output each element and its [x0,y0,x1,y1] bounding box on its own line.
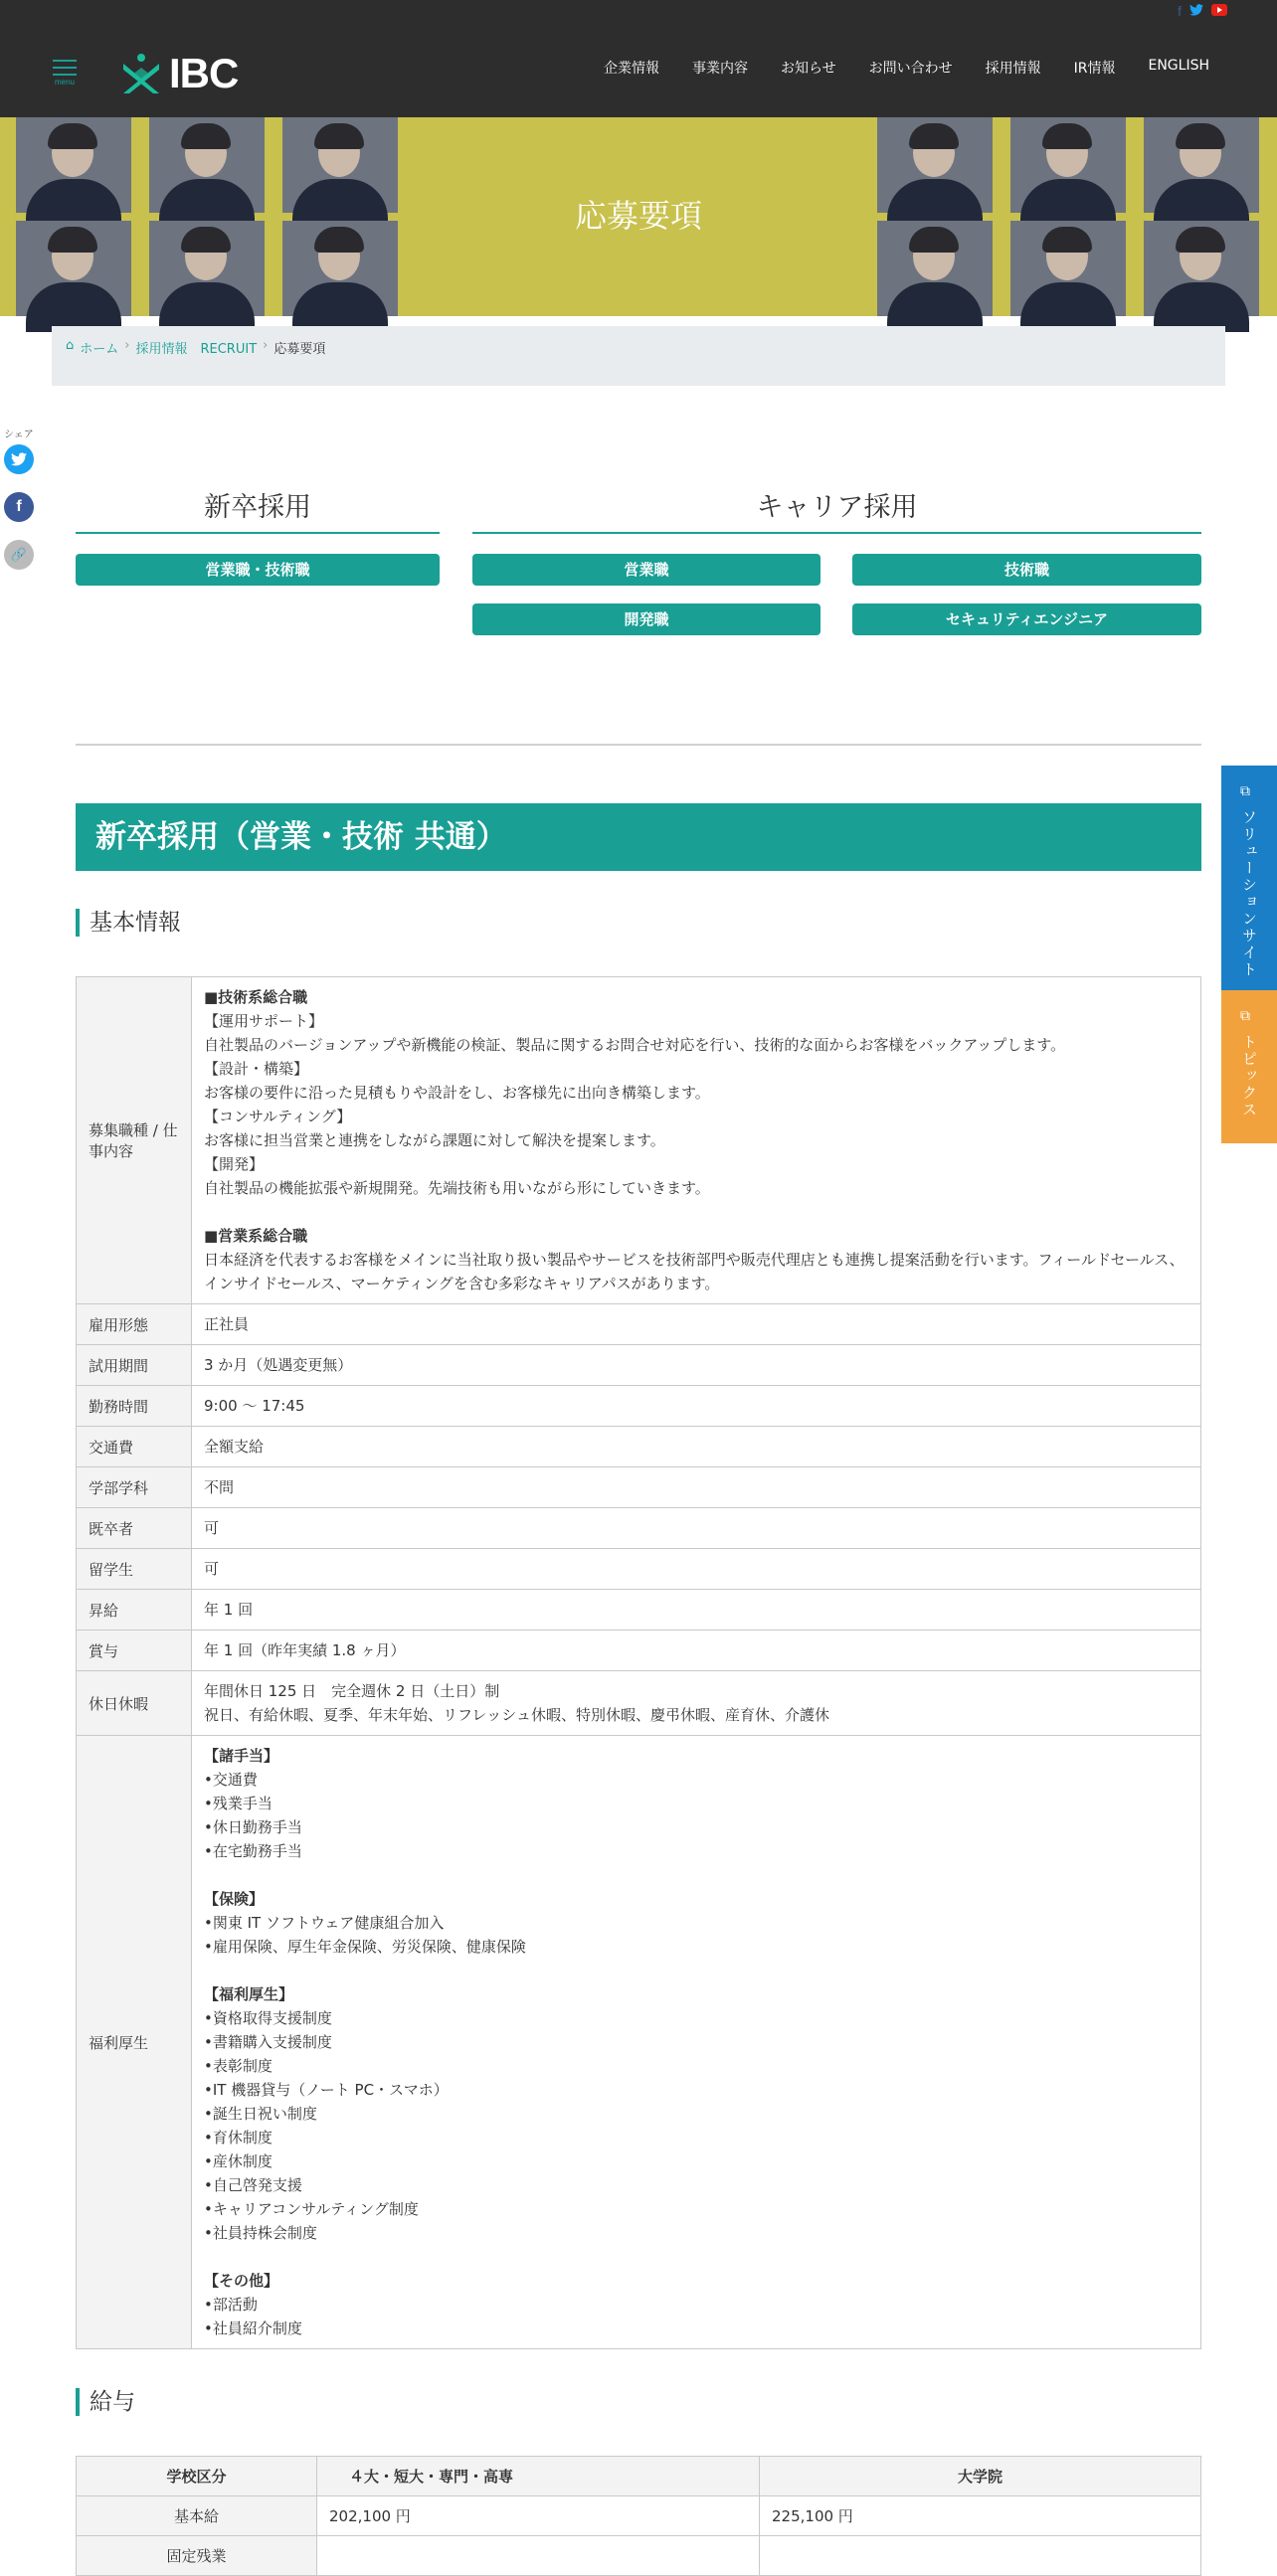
info-line: 自社製品のバージョンアップや新機能の検証、製品に関するお問合せ対応を行い、技術的な面からお客様をバックアップします。 [204,1036,1066,1054]
info-line: 【運用サポート】 [204,1012,324,1030]
info-label-cell: 学部学科 [77,1467,192,1508]
info-line: •表彰制度 [204,2057,273,2075]
info-line: 正社員 [204,1315,250,1333]
twitter-icon[interactable] [1189,2,1203,20]
info-line: 【保険】 [204,1890,265,1908]
info-value-cell [192,1304,1201,1345]
salary-table [76,2456,1201,2576]
breadcrumb [52,326,1225,386]
info-line: •キャリアコンサルティング制度 [204,2200,419,2218]
youtube-icon[interactable] [1211,2,1227,20]
career-underline [472,532,1201,534]
info-line: •関東 IT ソフトウェア健康組合加入 [204,1914,445,1932]
info-line: 可 [204,1560,220,1578]
info-label-cell: 試用期間 [77,1345,192,1386]
ibc-logo-mark-icon [117,50,165,97]
salary-header-cell: 学校区分 [77,2457,317,2496]
info-label-cell: 留学生 [77,1549,192,1590]
info-label-cell: 募集職種 / 仕事内容 [77,977,192,1304]
new-grad-heading: 新卒採用 [204,492,311,523]
table-row [77,2457,1201,2496]
section-divider [76,744,1201,746]
page-title: 応募要項 [574,197,702,235]
info-line [204,2245,1188,2269]
info-label-cell: 昇給 [77,1590,192,1631]
table-row [77,2536,1201,2576]
nav-company[interactable]: 企業情報 [604,61,660,77]
basic-info-table [76,976,1201,2349]
nav-recruit[interactable]: 採用情報 [985,61,1041,77]
hero-banner [0,117,1277,316]
info-line: 可 [204,1519,220,1537]
info-value-cell [192,1467,1201,1508]
nav-english[interactable]: ENGLISH [1148,58,1209,74]
info-line: •書籍購入支援制度 [204,2033,332,2051]
info-line: •産休制度 [204,2152,273,2170]
new-grad-underline [76,532,440,534]
facebook-icon[interactable]: f [1178,3,1182,19]
sns-links [1178,2,1227,20]
info-line: •IT 機器貸与（ノート PC・スマホ） [204,2081,449,2099]
info-line: •社員紹介制度 [204,2319,302,2337]
info-line: •資格取得支援制度 [204,2009,332,2027]
twitter-share-button[interactable] [4,444,34,474]
info-line: •交通費 [204,1771,258,1789]
facebook-share-button[interactable] [4,492,34,522]
info-line [204,1959,1188,1982]
link-icon: 🔗 [10,547,28,562]
salary-value-cell: 225,100 円 [760,2496,1201,2536]
info-value-cell [192,1427,1201,1467]
logo[interactable] [117,50,238,97]
facebook-icon: f [16,498,22,515]
info-line: 年 1 回 [204,1601,254,1619]
info-value-cell [192,1590,1201,1631]
nav-ir[interactable]: IR情報 [1073,61,1116,77]
career-tech-button[interactable]: 技術職 [852,554,1201,586]
table-row [77,2496,1201,2536]
info-line: 全額支給 [204,1438,265,1456]
info-line: 【設計・構築】 [204,1060,309,1078]
info-line: 年間休日 125 日 完全週休 2 日（土日）制 [204,1682,500,1700]
info-line: •休日勤務手当 [204,1818,302,1836]
info-line: 年 1 回（昨年実績 1.8 ヶ月） [204,1641,406,1659]
table-row [77,1427,1201,1467]
table-row [77,1386,1201,1427]
logo-text: IBC [169,50,239,96]
share-label: シェア [4,429,34,440]
breadcrumb-home[interactable]: ホーム [80,342,119,357]
info-line: 【コンサルティング】 [204,1108,352,1125]
home-icon[interactable]: ⌂ [66,338,75,353]
info-label-cell: 雇用形態 [77,1304,192,1345]
info-line: お客様の要件に沿った見積もりや設計をし、お客様先に出向き構築します。 [204,1084,710,1102]
info-line: 3 か月（処遇変更無） [204,1356,353,1374]
nav-news[interactable]: お知らせ [781,61,836,77]
info-value-cell [192,1345,1201,1386]
share-bar [4,426,36,588]
salary-label-cell: 固定残業 [77,2536,317,2576]
info-line: 日本経済を代表するお客様をメインに当社取り扱い製品やサービスを技術部門や販売代理店とも連携し提案活動を行います。フィールドセールス、インサイドセールス、マーケティングを含む多彩なキャリアパスがあります。 [204,1251,1185,1292]
info-label-cell: 既卒者 [77,1508,192,1549]
info-line: ■営業系総合職 [204,1227,308,1245]
site-header [0,0,1277,117]
solution-site-label: ソリューションサイト [1240,809,1258,978]
info-line: •雇用保険、厚生年金保険、労災保険、健康保険 [204,1938,526,1956]
info-label-cell: 交通費 [77,1427,192,1467]
salary-value-cell [760,2536,1201,2576]
info-line: •残業手当 [204,1795,273,1812]
chevron-right-icon: › [124,338,130,353]
info-line: 【その他】 [204,2272,279,2290]
career-security-button[interactable]: セキュリティエンジニア [852,603,1201,635]
info-label-cell: 休日休暇 [77,1671,192,1736]
info-line: 【開発】 [204,1155,265,1173]
table-row [77,1590,1201,1631]
salary-header-cell: 大学院 [760,2457,1201,2496]
info-line: 9:00 ～ 17:45 [204,1397,305,1415]
copy-link-button[interactable] [4,540,34,570]
info-value-cell [192,977,1201,1304]
menu-button[interactable] [50,56,80,87]
breadcrumb-current: 応募要項 [274,342,326,357]
table-row [77,1304,1201,1345]
twitter-icon [11,452,27,466]
salary-value-cell [317,2536,760,2576]
info-label-cell: 賞与 [77,1631,192,1671]
global-nav [571,58,1209,78]
info-line: 不問 [204,1478,235,1496]
info-line: •誕生日祝い制度 [204,2105,317,2123]
menu-label: menu [54,78,75,86]
info-label-cell: 福利厚生 [77,1736,192,2349]
salary-label-cell: 基本給 [77,2496,317,2536]
info-value-cell [192,1386,1201,1427]
table-row [77,1467,1201,1508]
salary-header-cell: ４大・短大・専門・高専 [317,2457,760,2496]
info-line: 【福利厚生】 [204,1985,294,2003]
info-line: 祝日、有給休暇、夏季、年末年始、リフレッシュ休暇、特別休暇、慶弔休暇、産育休、介護休 [204,1706,829,1724]
topics-label: トピックス [1240,1034,1258,1118]
external-link-icon: ⧉ [1240,783,1250,799]
nav-business[interactable]: 事業内容 [692,61,749,77]
info-value-cell [192,1508,1201,1549]
career-heading: キャリア採用 [756,492,918,523]
info-line [204,1863,1188,1887]
info-line: •部活動 [204,2296,258,2314]
info-line: •自己啓発支援 [204,2176,302,2194]
table-row [77,1549,1201,1590]
info-line: 自社製品の機能拡張や新規開発。先端技術も用いながら形にしていきます。 [204,1179,710,1197]
info-line: •社員持株会制度 [204,2224,317,2242]
career-sales-button[interactable]: 営業職 [472,554,821,586]
info-label-cell: 勤務時間 [77,1386,192,1427]
info-value-cell [192,1671,1201,1736]
info-value-cell [192,1631,1201,1671]
salary-value-cell: 202,100 円 [317,2496,760,2536]
career-dev-button[interactable]: 開発職 [472,603,821,635]
breadcrumb-recruit[interactable]: 採用情報 RECRUIT [135,342,258,357]
section-banner: 新卒採用（営業・技術 共通） [76,803,1201,871]
table-row [77,977,1201,1304]
topics-tab[interactable] [1221,990,1277,1143]
table-row [77,1508,1201,1549]
table-row [77,1345,1201,1386]
info-line: •育休制度 [204,2129,273,2147]
info-line: お客様に担当営業と連携をしながら課題に対して解決を提案します。 [204,1131,665,1149]
info-line: •在宅勤務手当 [204,1842,302,1860]
info-value-cell [192,1549,1201,1590]
info-line: ■技術系総合職 [204,988,308,1006]
external-link-icon: ⧉ [1240,1008,1250,1024]
chevron-right-icon: › [263,338,269,353]
solution-site-tab[interactable] [1221,766,1277,990]
new-grad-sales-tech-button[interactable]: 営業職・技術職 [76,554,440,586]
info-value-cell [192,1736,1201,2349]
salary-heading: 給与 [76,2388,135,2416]
info-line [204,1200,1188,1224]
basic-info-heading: 基本情報 [76,909,181,937]
table-row [77,1736,1201,2349]
table-row [77,1631,1201,1671]
nav-contact[interactable]: お問い合わせ [868,61,953,77]
table-row [77,1671,1201,1736]
info-line: 【諸手当】 [204,1747,279,1765]
